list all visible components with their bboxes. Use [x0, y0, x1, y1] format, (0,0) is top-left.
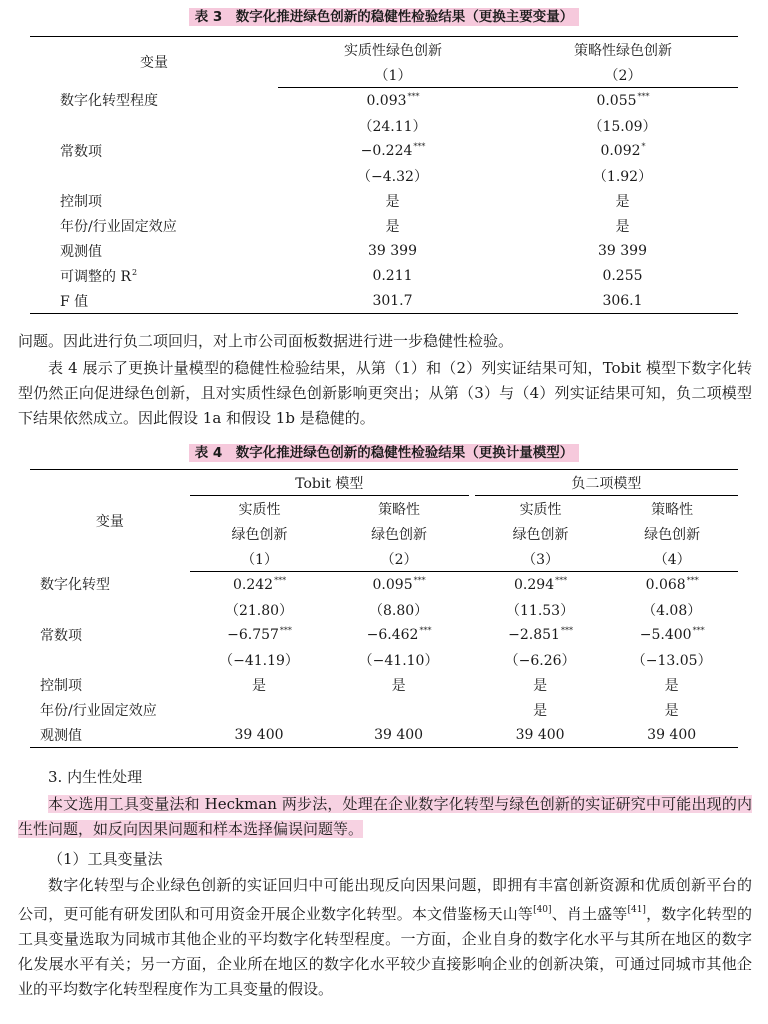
table4-row — [30, 697, 738, 722]
table4-cell — [475, 597, 607, 622]
citation-41: [41] — [627, 905, 646, 915]
table3-cell-value: 39 399 — [598, 243, 647, 259]
paragraph-2 — [18, 356, 752, 431]
table4-cell — [329, 697, 469, 722]
table3-row-label — [30, 188, 278, 213]
table3-cell — [278, 88, 508, 114]
table3-row — [30, 188, 738, 213]
table3-cell-value: 是 — [385, 193, 400, 210]
table4-row-label: 常数项 — [40, 627, 82, 644]
table3 — [30, 36, 738, 314]
table3-cell-value: （15.09） — [588, 118, 657, 135]
table4-cell — [329, 672, 469, 697]
table3-caption — [0, 6, 768, 28]
table3-cell-value: （1.92） — [592, 168, 653, 185]
significance-stars: *** — [686, 576, 699, 585]
table3-row — [30, 163, 738, 188]
table3-cell-value: 0.093 — [366, 93, 407, 109]
table3-row — [30, 288, 738, 314]
table4-row — [30, 572, 738, 598]
table3-cell — [508, 238, 738, 263]
table4-group-tobit: Tobit 模型 — [190, 470, 469, 496]
significance-stars: *** — [555, 576, 568, 585]
table3-row-label-text: 观测值 — [60, 243, 102, 260]
section-highlight-paragraph — [18, 792, 752, 842]
body-text-c: ，数字化转型的工具变量选取为同城市其他企业的平均数字化转型程度。一方面，企业自身的数字化水平与其所在地区的数字化发展水平有关；另一方面，企业所在地区的数字化水平较少直接影响企业的创新决策，可通过同城市其他企业的平均数字化转型程度作为工具变量的假设。 — [18, 905, 752, 998]
table3-cell — [508, 288, 738, 314]
table4-cell — [606, 597, 738, 622]
table4-cell — [475, 672, 607, 697]
table3-col-header: 策略性绿色创新 — [574, 42, 672, 59]
table3-row-label — [30, 263, 278, 288]
table3-row-label — [30, 213, 278, 238]
table3-cell — [508, 138, 738, 163]
table3-cell-value: 0.255 — [602, 268, 643, 284]
table3-row-label — [30, 138, 278, 163]
table4-cell-value: 0.068 — [645, 577, 686, 593]
table4-cell — [475, 722, 607, 748]
table3-cell — [508, 88, 738, 114]
paragraph-1 — [18, 329, 752, 354]
table4-row-label — [30, 647, 190, 672]
r-squared-superscript: 2 — [132, 267, 138, 277]
table3-row-label-text: 年份/行业固定效应 — [60, 218, 177, 235]
table3-cell-value: 301.7 — [372, 293, 413, 309]
table4-cell — [475, 697, 607, 722]
table4-row-label: 年份/行业固定效应 — [40, 702, 157, 719]
table4-cell — [190, 622, 330, 647]
table4-cell — [606, 647, 738, 672]
table4-col-line2: 绿色创新 — [644, 526, 701, 543]
table4-row-label: 控制项 — [40, 677, 82, 694]
highlighted-text: 本文选用工具变量法和 Heckman 两步法，处理在企业数字化转型与绿色创新的实证研究中可能出现的内生性问题，如反向因果问题和样本选择偏误问题等。 — [18, 795, 752, 838]
significance-stars: * — [641, 142, 646, 151]
table4-col-line2: 绿色创新 — [371, 526, 428, 543]
table3-cell — [278, 163, 508, 188]
table4-row — [30, 672, 738, 697]
table3-row — [30, 238, 738, 263]
table3-row — [30, 113, 738, 138]
table4-col-line1: 实质性 — [519, 501, 562, 518]
table4-col-line2: 绿色创新 — [512, 526, 569, 543]
table4-cell — [606, 697, 738, 722]
table3-row — [30, 138, 738, 163]
section-heading: 3. 内生性处理 — [48, 768, 143, 786]
table3-row — [30, 263, 738, 288]
table3-cell — [278, 113, 508, 138]
table4-cell-value: −6.757 — [227, 627, 279, 643]
table3-cell-value: 306.1 — [602, 293, 643, 309]
table3-cell-value: −0.224 — [360, 143, 413, 159]
table4-cell-value: 39 400 — [374, 727, 424, 743]
significance-stars: *** — [407, 92, 420, 101]
table3-var-header: 变量 — [140, 55, 168, 72]
table3-cell — [508, 188, 738, 213]
table4-col-number: （1） — [190, 546, 330, 572]
table4-cell-value: 39 400 — [515, 727, 565, 743]
table3-cell-value: （24.11） — [358, 118, 427, 135]
table4-cell-value: 是 — [533, 677, 548, 694]
table4-cell — [190, 597, 330, 622]
table4-cell-value: −6.462 — [366, 627, 419, 643]
table4-cell-value: （−13.05） — [631, 652, 712, 669]
table4-cell-value: 39 400 — [234, 727, 284, 743]
significance-stars: *** — [637, 92, 650, 101]
table4-cell — [329, 722, 469, 748]
table4-cell-value: 0.242 — [232, 577, 274, 593]
table4-cell — [190, 722, 330, 748]
table4-row — [30, 722, 738, 748]
body-text-a: 数字化转型与企业绿色创新的实证回归中可能出现反向因果问题，即拥有丰富创新资源和优质创新平台的公司，更可能有研发团队和可用资金开展企业数字化转型。本文借鉴杨天山等 — [18, 876, 752, 923]
table4-cell — [329, 622, 469, 647]
table3-cell-value: 39 399 — [368, 243, 417, 259]
table4-cell — [329, 572, 469, 598]
table4-cell-value: 0.294 — [514, 577, 555, 593]
table4-cell-value: （21.80） — [224, 602, 294, 619]
table3-row-label-text: 常数项 — [60, 143, 102, 160]
table3-cell — [508, 163, 738, 188]
table3-cell — [508, 213, 738, 238]
table4-col-line1: 实质性 — [238, 501, 281, 518]
section-body-paragraph — [18, 873, 752, 1002]
table3-cell — [278, 138, 508, 163]
table4-row — [30, 622, 738, 647]
table3-row-label — [30, 88, 278, 114]
table3-cell-value: 是 — [615, 218, 630, 235]
table3-row — [30, 213, 738, 238]
table4-cell — [190, 697, 330, 722]
table4-cell-value: 39 400 — [647, 727, 697, 743]
table3-row-label-text: F 值 — [60, 293, 89, 310]
table4-cell-value: −2.851 — [508, 627, 560, 643]
table3-cell-value: 是 — [615, 193, 630, 210]
significance-stars: *** — [413, 142, 426, 151]
table4-caption — [0, 442, 768, 464]
table4-cell-value: （−41.19） — [219, 652, 299, 669]
table4-cell — [475, 572, 607, 598]
significance-stars: *** — [279, 626, 292, 635]
table3-cell-value: 0.092 — [600, 143, 641, 159]
table4-cell — [606, 572, 738, 598]
table4-cell-value: −5.400 — [639, 627, 692, 643]
table3-caption-text: 表 3 数字化推进绿色创新的稳健性检验结果（更换主要变量） — [189, 8, 580, 26]
table4-row-label — [30, 597, 190, 622]
table4-group-negbin: 负二项模型 — [475, 470, 738, 496]
paragraph-2-text: 表 4 展示了更换计量模型的稳健性检验结果，从第（1）和（2）列实证结果可知，Tobit 模型下数字化转型仍然正向促进绿色创新，且对实质性绿色创新影响更突出；从第（3）与（4）列实证结果可知，负二项模型下结果依然成立。因此假设 1a 和假设 1b 是稳健的。 — [18, 359, 752, 427]
table4-var-header: 变量 — [95, 513, 124, 530]
table4-row — [30, 597, 738, 622]
table3-col-header: 实质性绿色创新 — [344, 42, 442, 59]
significance-stars: *** — [274, 576, 287, 585]
table3-row-label — [30, 113, 278, 138]
table4-cell — [329, 647, 469, 672]
table4-cell — [475, 647, 607, 672]
citation-40: [40] — [533, 905, 552, 915]
table3-cell — [278, 213, 508, 238]
table4-cell-value: （11.53） — [506, 602, 575, 619]
table4-cell — [329, 597, 469, 622]
table3-cell-value: 0.055 — [596, 93, 637, 109]
table3-body — [30, 88, 738, 314]
table4-cell — [475, 622, 607, 647]
table3-cell — [278, 288, 508, 314]
table3-cell-value: （−4.32） — [357, 168, 428, 185]
table3-row — [30, 88, 738, 114]
table4-cell — [606, 622, 738, 647]
table3-cell — [508, 113, 738, 138]
table4-col-line2: 绿色创新 — [231, 526, 288, 543]
subsection-heading: （1）工具变量法 — [48, 850, 163, 868]
significance-stars: *** — [419, 626, 432, 635]
table3-row-label-text: 控制项 — [60, 193, 102, 210]
body-text-b: 、肖土盛等 — [551, 905, 628, 923]
table4 — [30, 469, 738, 748]
table3-cell — [278, 263, 508, 288]
significance-stars: *** — [560, 626, 573, 635]
table4-cell — [190, 672, 330, 697]
table4-row — [30, 647, 738, 672]
table4-body — [30, 572, 738, 748]
table3-cell — [278, 238, 508, 263]
table4-col-line1: 策略性 — [378, 501, 421, 518]
significance-stars: *** — [413, 576, 426, 585]
table4-cell-value: （4.08） — [642, 602, 702, 619]
table4-cell — [606, 722, 738, 748]
table4-cell — [606, 672, 738, 697]
table3-row-label — [30, 163, 278, 188]
significance-stars: *** — [692, 626, 705, 635]
table4-col-number: （4） — [606, 546, 738, 572]
table4-cell-value: （−41.10） — [358, 652, 439, 669]
table3-cell — [508, 263, 738, 288]
table4-cell-value: 0.095 — [372, 577, 413, 593]
table3-row-label — [30, 238, 278, 263]
table4-cell-value: 是 — [664, 677, 679, 694]
table4-col-line1: 策略性 — [651, 501, 694, 518]
table4-cell-value: 是 — [664, 702, 679, 719]
table4-cell-value: （8.80） — [368, 602, 429, 619]
table4-cell-value: （−6.26） — [504, 652, 576, 669]
table4-row-label: 观测值 — [40, 727, 82, 744]
table4-cell — [190, 572, 330, 598]
paragraph-1-text: 问题。因此进行负二项回归，对上市公司面板数据进行进一步稳健性检验。 — [18, 332, 514, 350]
table4-cell-value: 是 — [252, 677, 267, 694]
table3-cell-value: 0.211 — [372, 268, 413, 284]
table3-col-number: （2） — [508, 62, 738, 88]
table3-cell-value: 是 — [385, 218, 400, 235]
table3-row-label — [30, 288, 278, 314]
table3-col-number: （1） — [278, 62, 508, 88]
table4-row-label: 数字化转型 — [40, 577, 110, 594]
table3-row-label-text: 可调整的 R — [60, 268, 131, 285]
table4-col-number: （2） — [329, 546, 469, 572]
table3-row-label-text: 数字化转型程度 — [60, 93, 158, 110]
table4-cell-value: 是 — [533, 702, 548, 719]
table3-cell — [278, 188, 508, 213]
table4-cell-value: 是 — [391, 677, 406, 694]
table4-col-number: （3） — [475, 546, 607, 572]
table4-cell — [190, 647, 330, 672]
table4-caption-text: 表 4 数字化推进绿色创新的稳健性检验结果（更换计量模型） — [189, 444, 580, 462]
